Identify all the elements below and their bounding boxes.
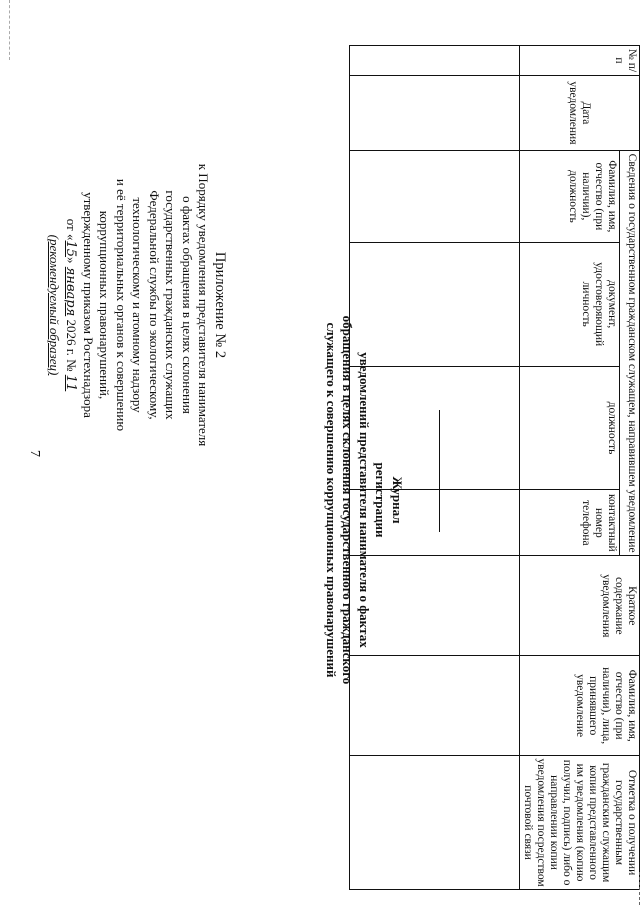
title-line: регистрации <box>373 462 389 538</box>
table-cell <box>350 46 520 76</box>
header-cell-receiver: Фамилия, имя, отчество (при наличии), лица, принявшего уведомление <box>520 656 640 756</box>
header-line: о фактах обращения в целях склонения <box>180 196 195 414</box>
header-cell-employee-info: Сведения о государственном гражданском служащем, направившем уведомление <box>620 150 640 555</box>
sample-note: (рекомендуемый образец) <box>47 234 62 376</box>
subheader-cell-document: документ, удостоверяющий личность <box>520 242 620 366</box>
date-month: января <box>63 266 79 317</box>
header-line: утвержденному приказом Ростехнадзора <box>81 192 96 418</box>
date-middle: » <box>64 257 80 264</box>
header-line: государственных гражданских служащих <box>163 190 179 420</box>
date-prefix: от « <box>64 218 80 241</box>
title-line: уведомлений представителя нанимателя о фактах <box>357 352 372 648</box>
appendix-header <box>46 155 229 455</box>
table-cell <box>350 756 520 890</box>
subheader-cell-phone: контактный номер телефона <box>520 490 620 556</box>
table-cell <box>350 75 520 150</box>
title-line: Журнал <box>390 476 405 524</box>
table-row <box>350 46 520 890</box>
header-cell-summary: Краткое содержание уведомления <box>520 556 640 656</box>
table-cell <box>350 150 520 242</box>
scan-edge-mark <box>8 0 10 60</box>
header-line: к Порядку уведомления представителя нанимателя <box>196 163 212 447</box>
table-cell <box>350 490 520 556</box>
header-cell-number: № п/п <box>520 46 640 76</box>
table-cell <box>350 556 520 656</box>
header-line: технологическому и атомному надзору <box>130 197 146 413</box>
table-header-row <box>620 46 640 890</box>
order-number: 11 <box>63 374 79 392</box>
table-cell <box>350 366 520 490</box>
appendix-title: Приложение № 2 <box>212 251 228 359</box>
title-line: обращения в целях склонения государственного гражданского <box>340 315 356 685</box>
header-line: коррупционных правонарушений, <box>97 210 113 400</box>
order-date-line <box>62 155 80 455</box>
header-cell-date: Дата уведомления <box>520 75 640 150</box>
header-line: Федеральной службы по экологическому, <box>147 190 162 420</box>
header-line: и её территориальных органов к совершению <box>114 178 129 432</box>
page-number: 7 <box>27 450 42 457</box>
date-day: 15 <box>63 240 79 258</box>
title-line: служащего к совершению коррупционных правонарушений <box>324 322 339 678</box>
header-cell-copy-mark: Отметка о получении государственным гражданским служащим копии представленного им уведомления (копию получил, подпись) либо о направлении копии уведомления посредством почтовой связи <box>520 756 640 890</box>
registration-table <box>349 45 640 890</box>
subheader-cell-fio: Фамилия, имя, отчество (при наличии), должность <box>520 150 620 242</box>
date-year: 2026 г. № <box>64 319 80 372</box>
table-cell <box>350 656 520 756</box>
table-cell <box>350 242 520 366</box>
subheader-cell-position: должность <box>520 366 620 490</box>
